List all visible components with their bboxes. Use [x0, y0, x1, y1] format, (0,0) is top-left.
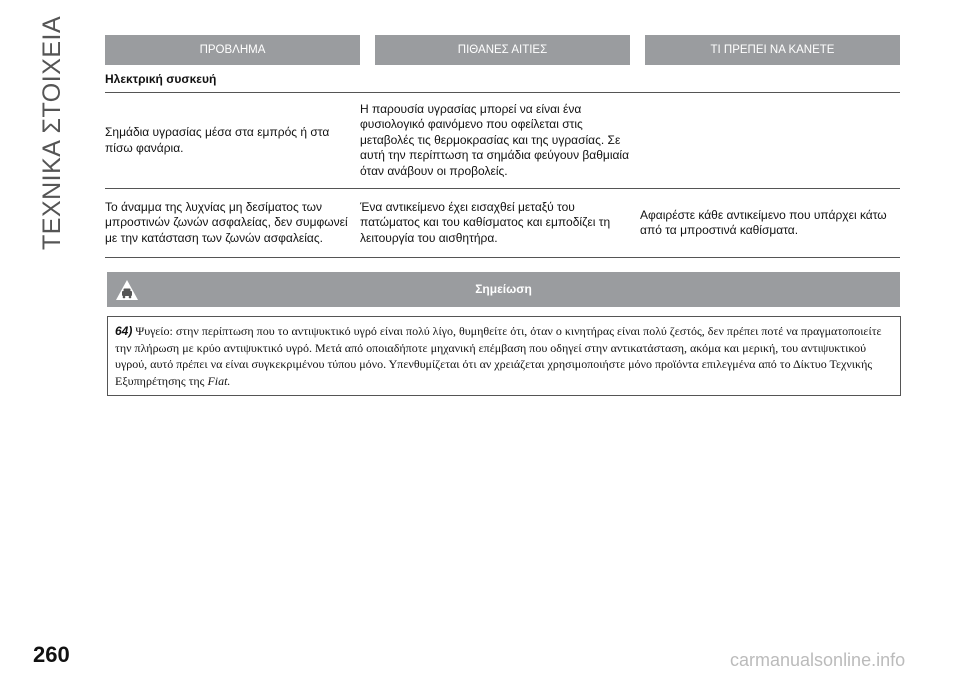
row-problem: Σημάδια υγρασίας μέσα στα εμπρός ή στα πίσω φανάρια. — [105, 125, 330, 155]
note-number: 64) — [115, 324, 133, 338]
note-brand: Fiat. — [207, 373, 231, 388]
note-title: Σημείωση — [475, 282, 532, 296]
row-problem: Το άναμμα της λυχνίας μη δεσίματος των μπροστινών ζωνών ασφαλείας, δεν συμφωνεί με την κατάσταση των ζωνών ασφαλείας. — [105, 199, 348, 245]
table-row — [105, 93, 900, 189]
section-title: Ηλεκτρική συσκευή — [105, 67, 900, 93]
note-header — [107, 272, 900, 307]
table-row — [105, 189, 900, 258]
side-section-title: ΤΕΧΝΙΚΑ ΣΤΟΙΧΕΙΑ — [38, 15, 66, 250]
watermark: carmanualsonline.info — [730, 650, 906, 670]
page-number: 260 — [33, 642, 70, 667]
header-causes: ΠΙΘΑΝΕΣ ΑΙΤΙΕΣ — [375, 35, 630, 65]
note-text: Ψυγείο: στην περίπτωση που το αντιψυκτικό υγρό είναι πολύ λίγο, θυμηθείτε ότι, όταν ο κινητήρας είναι πολύ ζεστός, δεν πρέπει ποτέ να πραγματοποιείτε την πλήρωση με κρύο αντιψυκτικό υγρό. Μετά από οποιαδήποτε μηχανική επέμβαση που οδηγεί στην αντικατάσταση, ακόμα και μερική, του αντιψυκτικού υγρού, αυτό πρέπει να είναι συγκεκριμένου τύπου μόνο. Υπενθυμίζεται ότι αν χρειάζεται χρησιμοποιήστε μόνο προϊόντα επιλεγμένα από το Δίκτυο Τεχνικής Εξυπηρέτησης της — [115, 324, 882, 388]
row-cause: Ένα αντικείμενο έχει εισαχθεί μεταξύ του πατώματος και του καθίσματος και εμποδίζει τη λειτουργία του αισθητήρα. — [360, 199, 611, 245]
row-cause: Η παρουσία υγρασίας μπορεί να είναι ένα φυσιολογικό φαινόμενο που οφείλεται στις μεταβολές τις θερμοκρασίας και της υγρασίας. Σε αυτή την περίπτωση τα σημάδια φεύγουν βαθμιαία όταν ανάβουν οι προβολείς. — [360, 101, 630, 178]
note-box — [107, 316, 901, 396]
row-action: Αφαιρέστε κάθε αντικείμενο που υπάρχει κάτω από τα μπροστινά καθίσματα. — [640, 207, 887, 237]
troubleshooting-table — [105, 35, 900, 258]
header-actions: ΤΙ ΠΡΕΠΕΙ ΝΑ ΚΑΝΕΤΕ — [645, 35, 900, 65]
row-action — [640, 93, 900, 188]
header-problem: ΠΡΟΒΛΗΜΑ — [105, 35, 360, 65]
table-header — [105, 35, 900, 65]
